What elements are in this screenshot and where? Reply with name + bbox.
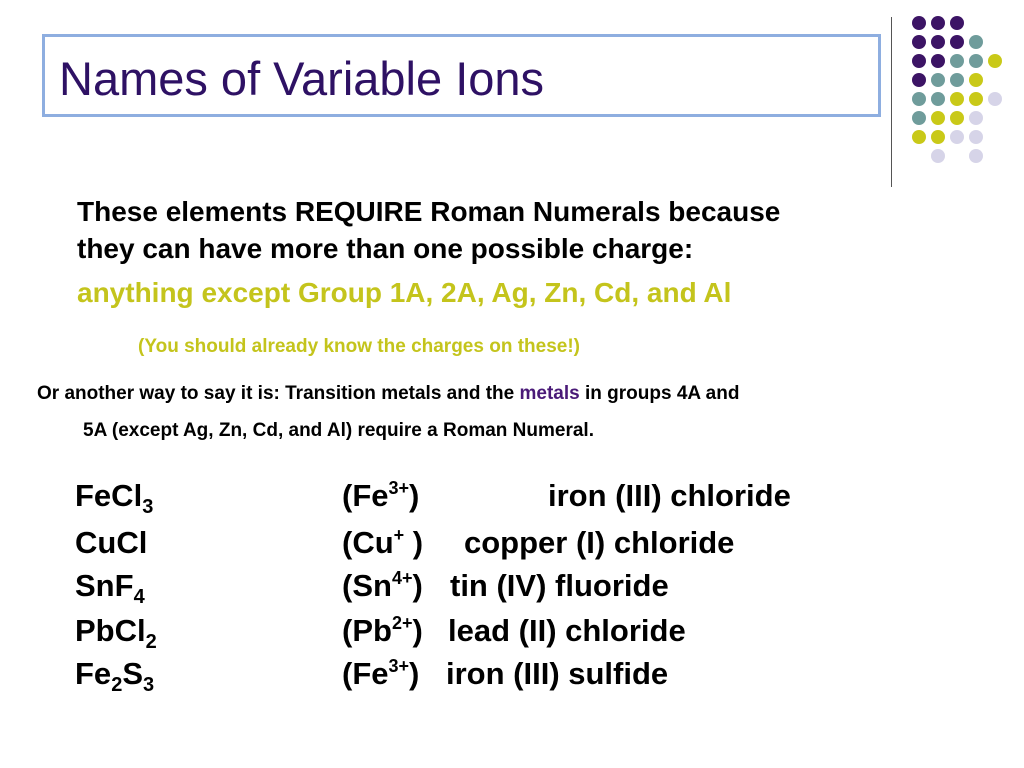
decor-dot: [931, 54, 945, 68]
decor-dot: [969, 54, 983, 68]
decor-dot: [912, 130, 926, 144]
formula-subscript: 2: [111, 674, 123, 696]
example-row: [0, 568, 1024, 612]
decor-dot: [969, 111, 983, 125]
compound-name: copper (I) chloride: [464, 525, 735, 560]
compound-formula: [75, 613, 157, 653]
ion-charge: [342, 613, 423, 649]
ion-charge: [342, 478, 419, 514]
decor-dot: [912, 111, 926, 125]
decor-dot: [950, 16, 964, 30]
decor-dot: [969, 35, 983, 49]
formula-subscript: 3: [142, 496, 154, 518]
ion-superscript: 4+: [391, 568, 413, 588]
divider-line: [891, 17, 892, 187]
ion-superscript: 2+: [391, 613, 413, 633]
ion-close: ): [409, 656, 420, 691]
decor-dot: [969, 73, 983, 87]
decor-dot: [912, 35, 926, 49]
example-row: [0, 525, 1024, 569]
decor-dot: [931, 73, 945, 87]
ion-close: ): [404, 525, 424, 560]
ion-superscript: 3+: [388, 656, 410, 676]
ion-charge: [342, 656, 419, 692]
compound-formula: [75, 478, 154, 518]
ion-symbol: (Fe: [342, 656, 389, 691]
other-way-line-2: 5A (except Ag, Zn, Cd, and Al) require a Roman Numeral.: [83, 420, 594, 441]
example-row: [0, 613, 1024, 657]
decor-dot: [931, 92, 945, 106]
decor-dot: [931, 149, 945, 163]
decor-dot: [931, 130, 945, 144]
decor-dot: [931, 35, 945, 49]
example-row: [0, 478, 1024, 522]
decor-dot: [931, 111, 945, 125]
other-way-line-1: [37, 383, 739, 405]
decor-dot: [969, 149, 983, 163]
compound-formula: [75, 656, 155, 696]
compound-name: iron (III) chloride: [548, 478, 791, 513]
ion-close: ): [409, 478, 420, 513]
decor-dot: [988, 92, 1002, 106]
compound-formula: [75, 568, 145, 608]
exceptions-line: anything except Group 1A, 2A, Ag, Zn, Cd, and Al: [77, 277, 732, 308]
compound-name: iron (III) sulfide: [446, 656, 669, 691]
title-box: [42, 34, 881, 117]
intro-text: [77, 193, 780, 267]
formula-part: SnF: [75, 568, 134, 603]
decor-dot: [912, 92, 926, 106]
ion-charge: [342, 568, 423, 604]
other-way-text-a: Or another way to say it is: Transition metals and the: [37, 383, 520, 404]
ion-symbol: (Fe: [342, 478, 389, 513]
compound-name: tin (IV) fluoride: [450, 568, 669, 603]
formula-subscript: 4: [133, 586, 145, 608]
ion-close: ): [412, 613, 423, 648]
formula-subscript: 2: [145, 631, 157, 653]
compound-name: lead (II) chloride: [448, 613, 686, 648]
ion-close: ): [412, 568, 423, 603]
decor-dot: [950, 92, 964, 106]
formula-part: FeCl: [75, 478, 143, 513]
formula-part: CuCl: [75, 525, 148, 560]
ion-symbol: (Cu: [342, 525, 394, 560]
decor-dot: [912, 54, 926, 68]
formula-part: S: [122, 656, 143, 691]
ion-charge: [342, 525, 423, 561]
decor-dot: [950, 130, 964, 144]
example-row: [0, 656, 1024, 700]
intro-line-1: These elements REQUIRE Roman Numerals because: [77, 196, 781, 227]
slide-title: Names of Variable Ions: [59, 52, 545, 105]
decor-dot: [931, 16, 945, 30]
decor-dot: [950, 111, 964, 125]
decor-dot: [969, 130, 983, 144]
compound-formula: [75, 525, 147, 561]
intro-line-2: they can have more than one possible charge:: [77, 233, 694, 264]
decor-dot: [912, 73, 926, 87]
ion-symbol: (Pb: [342, 613, 392, 648]
metals-word: metals: [519, 383, 580, 404]
decor-dot: [969, 92, 983, 106]
decor-dot: [988, 54, 1002, 68]
ion-superscript: 3+: [388, 478, 410, 498]
decor-dot: [950, 73, 964, 87]
formula-part: Fe: [75, 656, 112, 691]
formula-part: PbCl: [75, 613, 146, 648]
note-line: (You should already know the charges on these!): [138, 336, 581, 357]
decor-dot: [912, 16, 926, 30]
decor-dot: [950, 35, 964, 49]
decor-dot: [950, 54, 964, 68]
ion-symbol: (Sn: [342, 568, 392, 603]
ion-superscript: +: [393, 525, 405, 545]
formula-subscript: 3: [143, 674, 155, 696]
other-way-text-b: in groups 4A and: [579, 383, 740, 404]
